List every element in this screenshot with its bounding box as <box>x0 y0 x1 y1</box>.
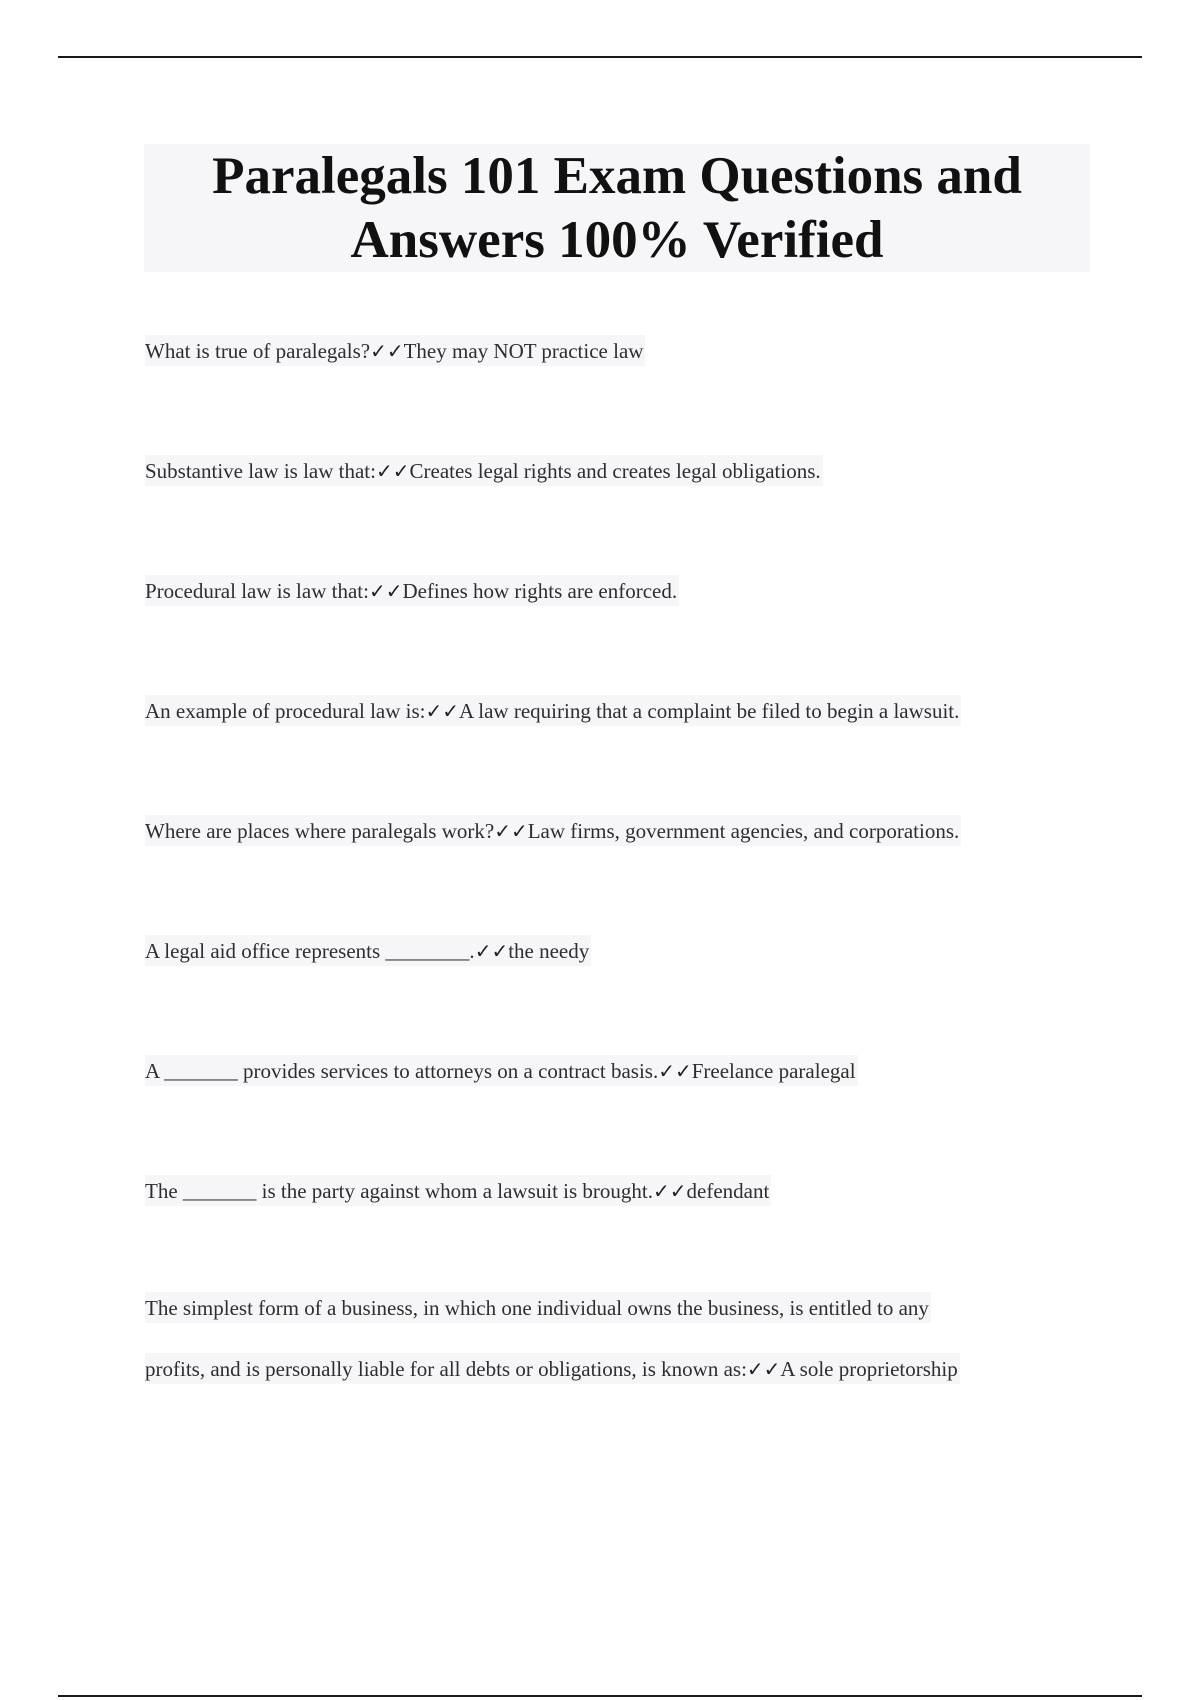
answer-text: Defines how rights are enforced. <box>402 579 678 603</box>
answer-text: Creates legal rights and creates legal obligations. <box>409 459 821 483</box>
qa-item <box>145 815 961 846</box>
question-text: A legal aid office represents ________. <box>145 939 475 963</box>
question-text: An example of procedural law is: <box>145 699 426 723</box>
qa-item <box>145 1175 771 1206</box>
qa-item <box>145 455 823 486</box>
question-text: A _______ provides services to attorneys on a contract basis. <box>145 1059 659 1083</box>
qa-item <box>145 575 679 606</box>
header-rule <box>58 56 1142 58</box>
double-check-icon: ✓✓ <box>658 1059 692 1083</box>
qa-line <box>145 1292 931 1323</box>
qa-item <box>145 1055 858 1086</box>
double-check-icon: ✓✓ <box>375 459 410 483</box>
question-text: What is true of paralegals? <box>145 339 371 363</box>
qa-item <box>145 935 591 966</box>
answer-text: They may NOT practice law <box>403 339 644 363</box>
answer-text: defendant <box>686 1179 770 1203</box>
answer-text: A law requiring that a complaint be filed to begin a lawsuit. <box>459 699 960 723</box>
qa-line <box>145 335 645 366</box>
qa-item <box>145 695 961 726</box>
qa-line <box>145 1353 960 1384</box>
answer-text: A sole proprietorship <box>780 1357 958 1381</box>
question-text: The simplest form of a business, in which one individual owns the business, is entitled to any <box>145 1296 929 1320</box>
double-check-icon: ✓✓ <box>370 339 404 363</box>
footer-rule <box>58 1695 1142 1697</box>
qa-line <box>145 935 591 966</box>
qa-line <box>145 695 961 726</box>
qa-line <box>145 815 961 846</box>
qa-item <box>145 1292 960 1384</box>
qa-line <box>145 455 823 486</box>
question-text: profits, and is personally liable for all debts or obligations, is known as: <box>145 1357 747 1381</box>
double-check-icon: ✓✓ <box>653 1179 687 1203</box>
document-title: Paralegals 101 Exam Questions and Answers 100% Verified <box>212 147 1022 269</box>
double-check-icon: ✓✓ <box>746 1357 781 1381</box>
double-check-icon: ✓✓ <box>474 939 509 963</box>
qa-line <box>145 1055 858 1086</box>
answer-text: Freelance paralegal <box>691 1059 856 1083</box>
double-check-icon: ✓✓ <box>425 699 460 723</box>
question-text: The _______ is the party against whom a lawsuit is brought. <box>145 1179 654 1203</box>
question-text: Where are places where paralegals work? <box>145 819 495 843</box>
answer-text: Law firms, government agencies, and corporations. <box>527 819 960 843</box>
question-text: Procedural law is law that: <box>145 579 369 603</box>
qa-line <box>145 575 679 606</box>
double-check-icon: ✓✓ <box>368 579 403 603</box>
answer-text: the needy <box>508 939 590 963</box>
qa-item <box>145 335 645 366</box>
question-text: Substantive law is law that: <box>145 459 376 483</box>
double-check-icon: ✓✓ <box>494 819 528 843</box>
qa-line <box>145 1175 771 1206</box>
title-banner <box>144 144 1090 272</box>
